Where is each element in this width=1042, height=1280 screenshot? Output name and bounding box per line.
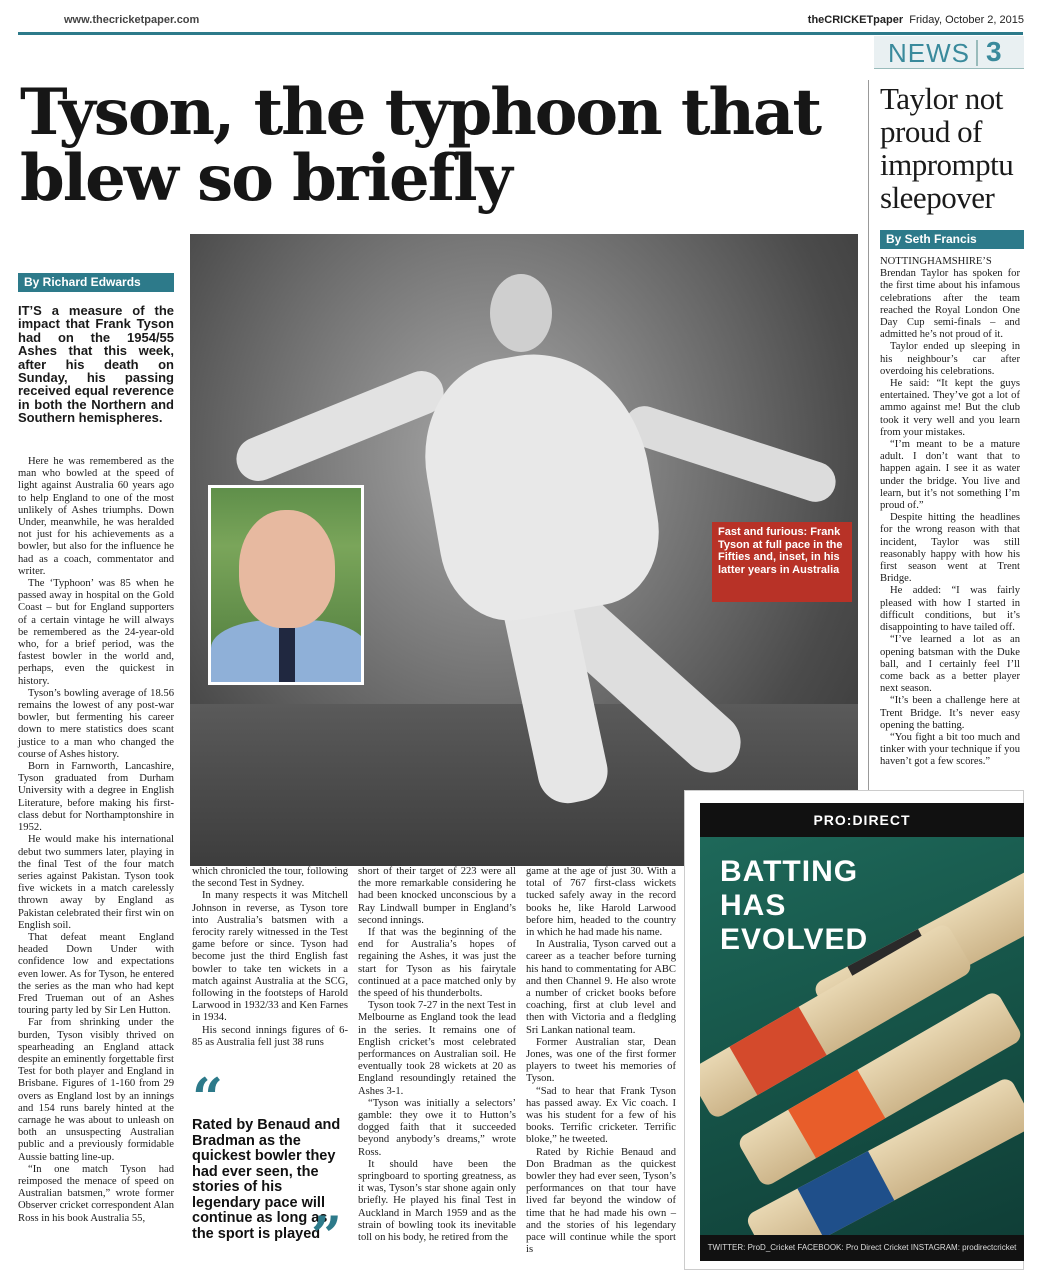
sidebar-divider [868,80,869,850]
article-paragraph: He would make his international debut two summers later, playing in the final Test of the four match series against Pakistan. Tyson took five wickets in a match carelessly thrown away by England as Pakistan celebrated their first win on English soil. [18,834,174,931]
inset-face [239,510,335,628]
bat-stripe [729,1007,826,1095]
article-paragraph: Tyson’s bowling average of 18.56 remains the lowest of any post-war bowler, but fermenting his career down to mere statistics does scant justice to a man who changed the course of Ashes history. [18,687,174,760]
photo-player-arm [230,364,450,487]
article-column-1 [18,456,174,1225]
sidebar-paragraph: “You fight a bit too much and tinker with your technique if you haven’t got a few scores.” [880,731,1020,768]
sidebar-paragraph: He added: “I was fairly pleased with how I started in difficult conditions, but it’s disappointing to have tailed off. [880,585,1020,634]
article-paragraph: Former Australian star, Dean Jones, was one of the first former players to tweet his memories of Tyson. [526,1036,676,1085]
photo-player-head [490,274,552,352]
article-paragraph: which chronicled the tour, following the second Test in Sydney. [192,866,348,890]
pull-quote-text: Rated by Benaud and Bradman as the quickest bowler they had ever seen, the stories of his legendary pace will continue as long as the sport is played [192,1117,341,1242]
sidebar-body [880,256,1020,769]
article-column-4 [526,866,676,1257]
sidebar-paragraph: He said: “It kept the guys entertained. They’ve got a lot of ammo against me! But the club took it very well and you learn from your mistakes. [880,378,1020,438]
photo-caption: Fast and furious: Frank Tyson at full pace in the Fifties and, inset, in his latter years in Australia [712,522,852,602]
article-column-3 [358,866,516,1244]
section-divider [976,40,978,66]
advert[interactable] [700,803,1024,1261]
article-paragraph: Far from shrinking under the burden, Tyson visibly thrived on spearheading an England attack despite an eminently forgettable first Test for both player and England in Brisbane. Figures of 1-160 from 29 overs as England lost by an innings and 154 runs barely hinted at the carnage he was about to unleash on both an unsuspecting Australian public and a previously formidable Aussie batting line-up. [18,1017,174,1163]
sidebar-paragraph: “I’m meant to be a mature adult. I don’t want that to happen again. I see it as water under the bridge. You live and learn, but it’s not something I’m proud of.” [880,439,1020,512]
sidebar-paragraph: NOTTINGHAMSHIRE’S Brendan Taylor has spoken for the first time about his infamous celebrations after the team reached the Royal London One Day Cup semi-finals – and admitted he’s not proud of it. [880,256,1020,341]
article-paragraph: short of their target of 223 were all the more remarkable considering he had been knocked unconscious by a Ray Lindwall bumper in England’s second innings. [358,866,516,926]
sidebar-paragraph: Despite hitting the headlines for the wrong reason with that incident, Taylor was still reasonably happy with how his first season went at Trent Bridge. [880,512,1020,585]
inset-photo [208,485,364,685]
pull-quote [192,1066,342,1268]
sidebar-headline: Taylor not proud of impromptu sleepover [880,81,1014,215]
article-paragraph: In Australia, Tyson carved out a career as a teacher before turning his hand to commentating for ABC and then Channel 9. He also wrote a number of cricket books before coaching, first at club level and then with Victoria and a fledgling Sri Lankan national team. [526,939,676,1036]
inset-tie [279,628,295,685]
article-paragraph: It should have been the springboard to sporting greatness, as it was, Tyson’s star shone again only briefly. He played his final Test in Auckland in March 1959 and as the strain of bowling took its inevitable toll on his body, he retired from the [358,1158,516,1244]
advert-slogan: BATTING HAS EVOLVED [720,855,869,956]
article-paragraph: If that was the beginning of the end for Australia’s hopes of regaining the Ashes, it was just the start for Tyson as his fairytale continued at a pace matched only by the speed of his thunderbolts. [358,927,516,1000]
article-paragraph: His second innings figures of 6-85 as Australia fell just 38 runs [192,1024,348,1048]
article-paragraph: Tyson took 7-27 in the next Test in Melbourne as England took the lead in the series. It remains one of English cricket’s most celebrated performances on Australian soil. He eventually took 28 wickets at 20 as England resoundingly retained the Ashes 3-1. [358,1000,516,1097]
photo-player-body [409,337,671,631]
article-byline: By Richard Edwards [18,273,174,292]
bat-stripe [797,1151,894,1238]
article-paragraph: Here he was remembered as the man who bowled at the speed of light against Australia 60 years ago to help England to one of the most unlikely of Ashes triumphs. Down Under, meanwhile, he was heralded not just for his achievements as a bowler, but also for the influence he had as a coach, commentator and writer. [18,456,174,577]
advert-brand: PRO:DIRECT [700,803,1024,837]
article-paragraph: game at the age of just 30. With a total of 767 first-class wickets tucked safely away in the record books he, like Harold Larwood before him, headed to the country in which he had made his name. [526,866,676,939]
article-paragraph: Born in Farnworth, Lancashire, Tyson graduated from Durham University with a degree in English Literature, before making his first-class debut for Northamptonshire in 1952. [18,761,174,834]
issue-date: Friday, October 2, 2015 [909,14,1024,26]
sidebar-paragraph: “It’s been a challenge here at Trent Bridge. It’s never easy opening the batting. [880,695,1020,731]
site-url[interactable]: www.thecricketpaper.com [64,14,200,26]
article-paragraph: The ‘Typhoon’ was 85 when he passed away in hospital on the Gold Coast – but for England supporters of a certain vintage he will always be remembered as the 24-year-old who, for a brief period, was the fastest bowler in the world and, perhaps, even the quickest in history. [18,578,174,687]
section-label: NEWS [888,38,970,68]
close-quote-icon: ” [310,1204,342,1268]
article-column-2 [192,866,348,1049]
main-headline: Tyson, the typhoon that blew so briefly [20,75,821,216]
open-quote-icon: “ [192,1066,224,1130]
advert-social-links[interactable]: TWITTER: ProD_Cricket FACEBOOK: Pro Direct Cricket INSTAGRAM: prodirectcricket [700,1235,1024,1261]
article-paragraph: “In one match Tyson had reimposed the menace of speed on Australian batsmen,” wrote former Observer cricket correspondent Alan Ross in his book Australia 55, [18,1163,174,1224]
article-paragraph: In many respects it was Mitchell Johnson in reverse, as Tyson tore into Australia’s batsmen with a ferocity rarely witnessed in the Test game before or since. Tyson had become just the third English fast bowler to take ten wickets in a match against Australia at the SCG, following in the footsteps of Harold Larwood in 1932/33 and Ken Farnes in 1934. [192,890,348,1024]
masthead-date [808,14,1024,26]
sidebar-paragraph: “I’ve learned a lot as an opening batsman with the Duke ball, and I certainly feel I’ll come back as a better player next season. [880,634,1020,695]
masthead: theCRICKETpaper [807,14,904,26]
article-paragraph: “Sad to hear that Frank Tyson has passed away. Ex Vic coach. I was his student for a few of his books. Terrific cricketer. Terrific bloke,” he tweeted. [526,1085,676,1146]
sidebar-byline: By Seth Francis [880,230,1024,249]
page-number: 3 [986,36,1002,67]
article-lead: IT’S a measure of the impact that Frank Tyson had on the 1954/55 Ashes that this week, after his death on Sunday, his passing received equal reverence in both the Northern and Southern hemispheres. [18,303,174,426]
bat-stripe [788,1070,885,1158]
section-tab [874,36,1024,69]
header-rule [18,32,1023,35]
article-paragraph: Rated by Richie Benaud and Don Bradman as the quickest bowler they had ever seen, Tyson’s performances on that tour have lived far beyond the window of time that he had made his own – and the stories of his legendary pace will continue while the sport is [526,1146,676,1256]
article-paragraph: That defeat meant England headed Down Under with confidence low and expectations even lower. As for Tyson, he entered the series as the man who had kept Fred Trueman out of an Ashes touring party led by Sir Len Hutton. [18,931,174,1017]
sidebar-paragraph: Taylor ended up sleeping in his neighbour’s car after overdoing his celebrations. [880,341,1020,377]
article-paragraph: “Tyson was initially a selectors’ gamble: they owe it to Hutton’s dogged faith that it succeeded beyond anybody’s dreams,” wrote Ross. [358,1097,516,1158]
